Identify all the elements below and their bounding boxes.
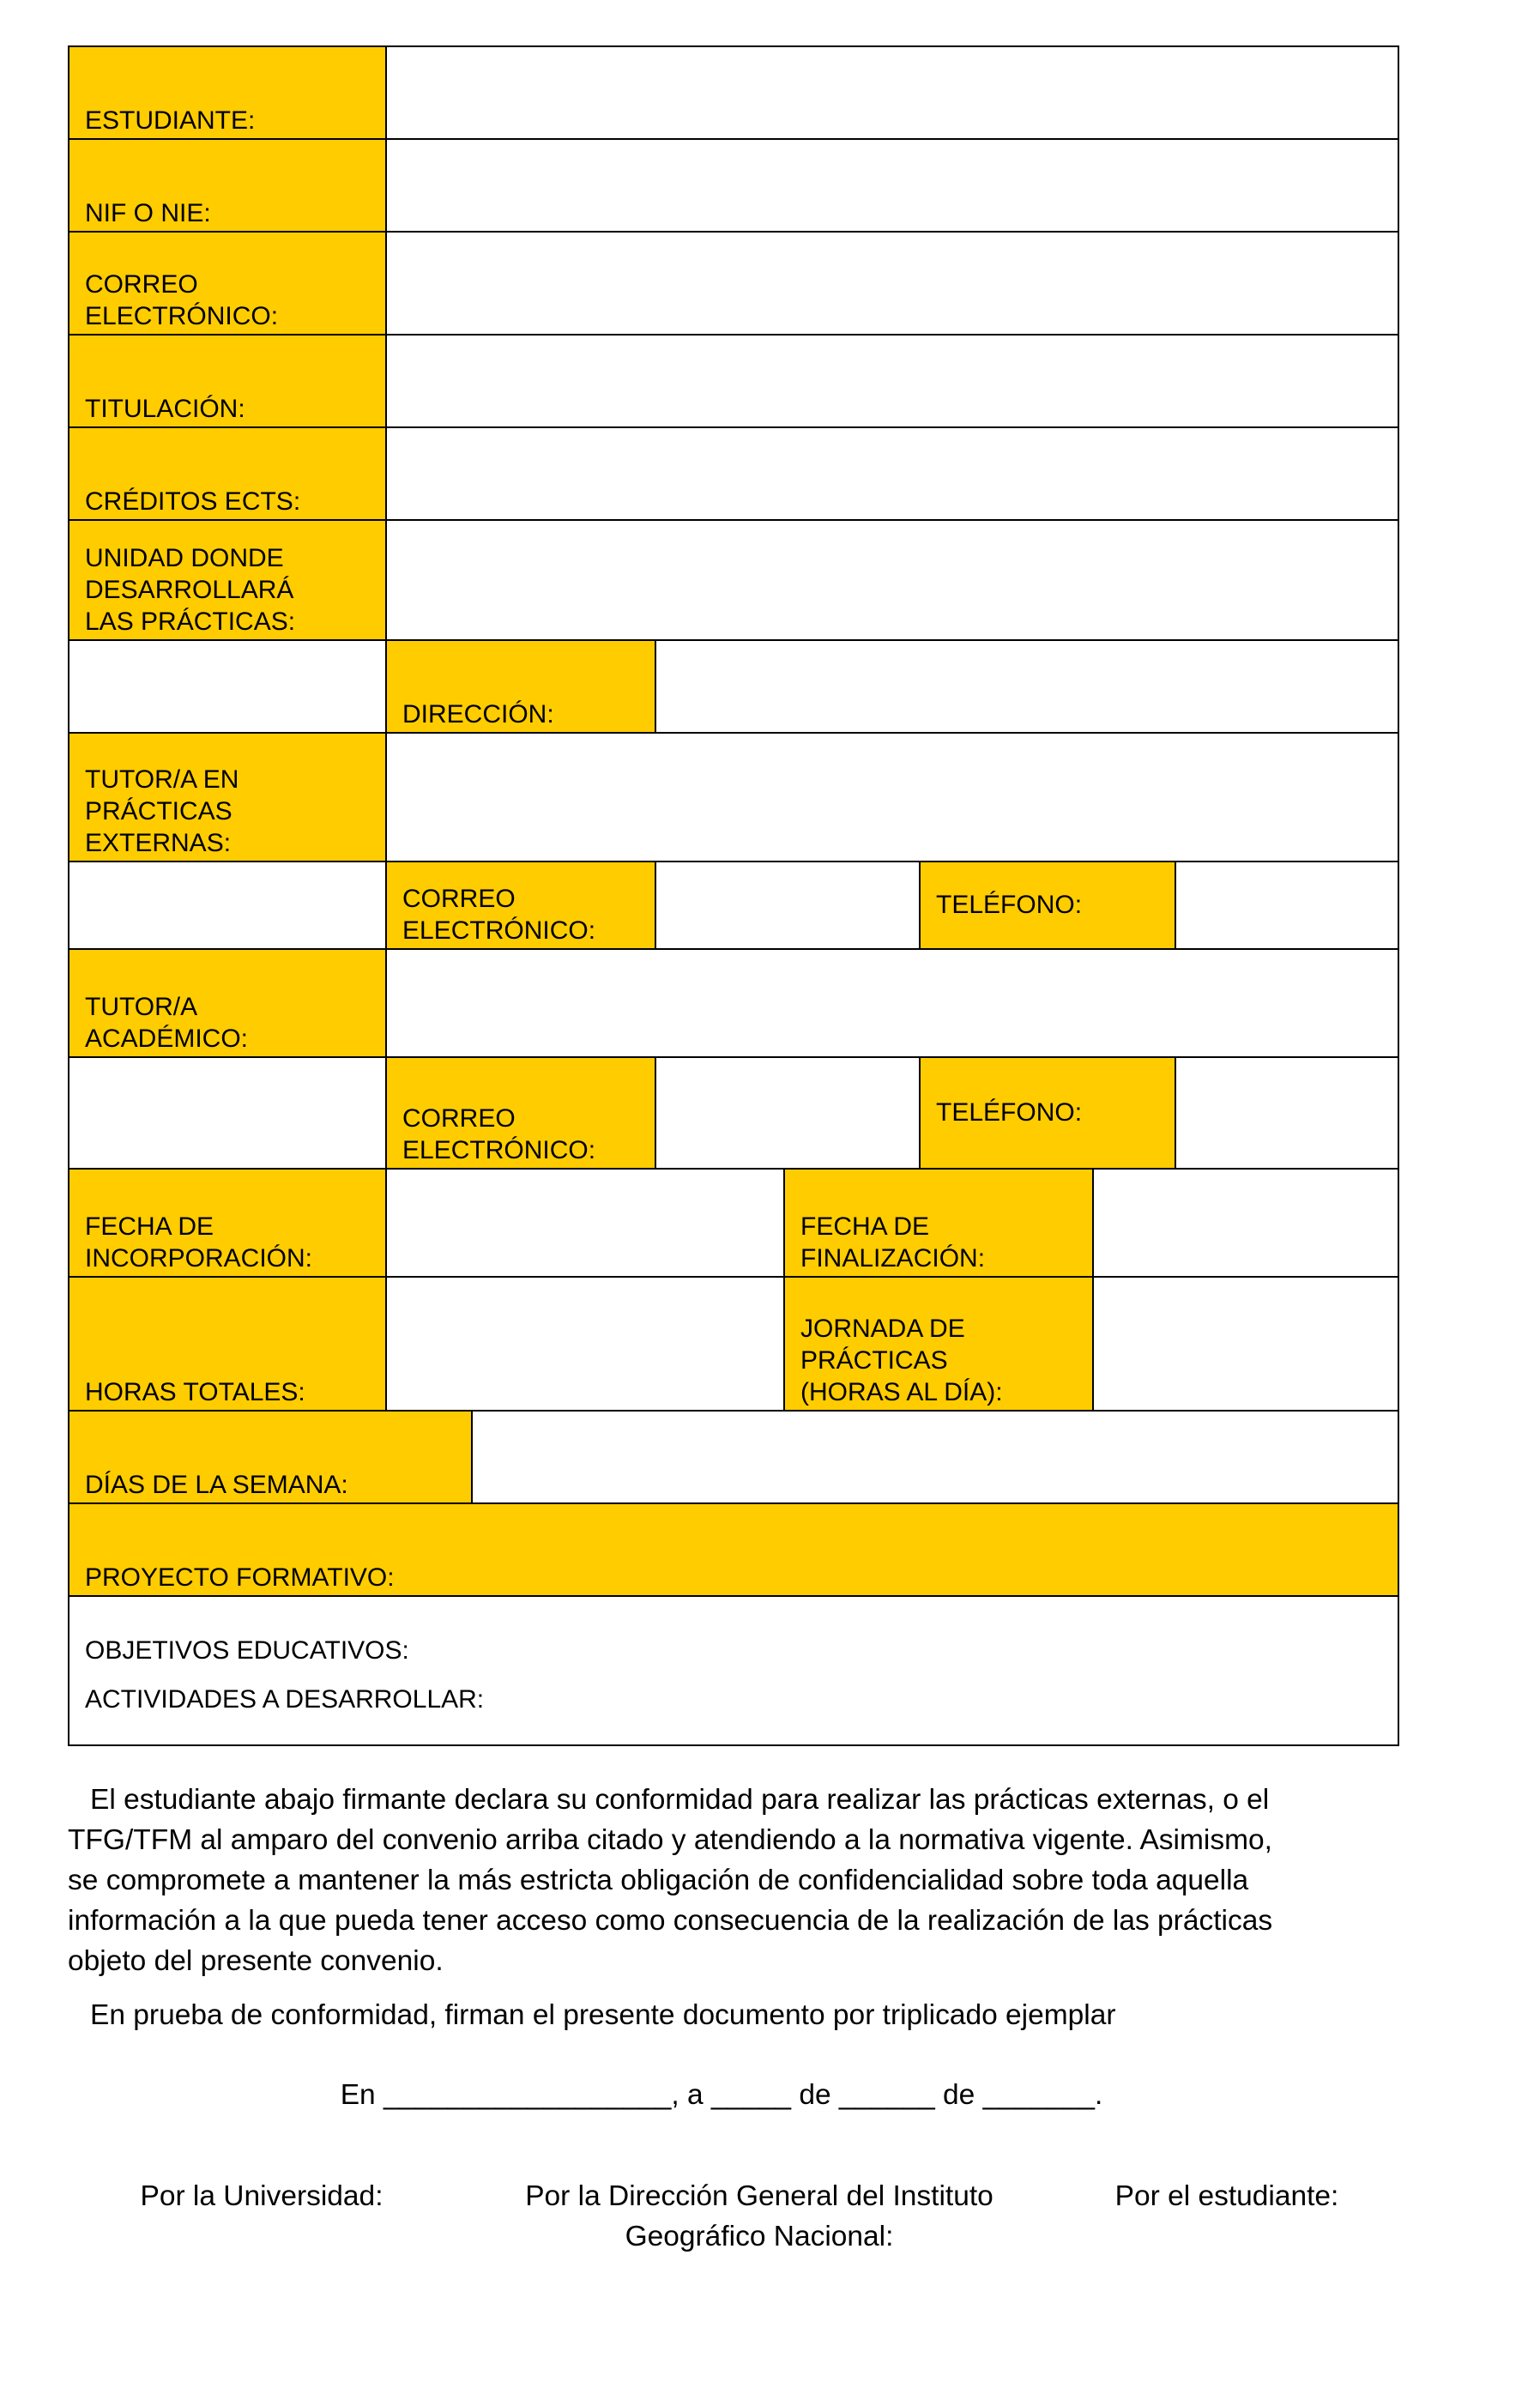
external-tutor-email-label: CORREO ELECTRÓNICO: (385, 861, 656, 950)
academic-tutor-phone-label: TELÉFONO: (919, 1056, 1176, 1170)
unit-label: UNIDAD DONDE DESARROLLARÁ LAS PRÁCTICAS: (68, 519, 387, 641)
activities-label: ACTIVIDADES A DESARROLLAR: (85, 1685, 485, 1714)
unit-field[interactable] (385, 519, 1399, 641)
academic-tutor-email-field[interactable] (655, 1056, 921, 1170)
address-spacer (68, 639, 387, 734)
end-date-field[interactable] (1092, 1168, 1399, 1278)
daily-hours-field[interactable] (1092, 1276, 1399, 1412)
objectives-activities-field[interactable] (68, 1595, 1399, 1746)
degree-field[interactable] (385, 334, 1399, 428)
student-field[interactable] (385, 45, 1399, 140)
address-field[interactable] (655, 639, 1399, 734)
external-tutor-label: TUTOR/A EN PRÁCTICAS EXTERNAS: (68, 732, 387, 862)
weekdays-field[interactable] (471, 1410, 1399, 1504)
email-label: CORREO ELECTRÓNICO: (68, 231, 387, 336)
start-date-label: FECHA DE INCORPORACIÓN: (68, 1168, 387, 1278)
academic-tutor-email-label: CORREO ELECTRÓNICO: (385, 1056, 656, 1170)
start-date-field[interactable] (385, 1168, 785, 1278)
academic-tutor-label: TUTOR/A ACADÉMICO: (68, 948, 387, 1058)
signature-university: Por la Universidad: (140, 2180, 383, 2212)
declaration-paragraph: El estudiante abajo firmante declara su conformidad para realizar las prácticas externas, o el TFG/TFM al amparo del convenio arriba citado y atendiendo a la normativa vigente. Asimismo, se compromete a mantener la más estricta obligación de confidencialidad sobre toda aquella información a la que pueda tener acceso como consecuencia de la realización de las prácticas objeto del presente convenio. (68, 1784, 1273, 1977)
external-tutor-field[interactable] (385, 732, 1399, 862)
total-hours-label: HORAS TOTALES: (68, 1276, 387, 1412)
degree-label: TITULACIÓN: (68, 334, 387, 428)
agreement-text: En prueba de conformidad, firman el presente documento por triplicado ejemplar (90, 1999, 1116, 2031)
objectives-label: OBJETIVOS EDUCATIVOS: (85, 1636, 409, 1665)
address-label: DIRECCIÓN: (385, 639, 656, 734)
external-tutor-phone-field[interactable] (1175, 861, 1399, 950)
external-tutor-email-field[interactable] (655, 861, 921, 950)
academic-tutor-phone-field[interactable] (1175, 1056, 1399, 1170)
nif-field[interactable] (385, 138, 1399, 233)
email-field[interactable] (385, 231, 1399, 336)
end-date-label: FECHA DE FINALIZACIÓN: (783, 1168, 1094, 1278)
student-label: ESTUDIANTE: (68, 45, 387, 140)
internship-form-table (68, 45, 1399, 1746)
external-tutor-contact-spacer (68, 861, 387, 950)
academic-tutor-field[interactable] (385, 948, 1399, 1058)
nif-label: NIF O NIE: (68, 138, 387, 233)
credits-field[interactable] (385, 426, 1399, 521)
total-hours-field[interactable] (385, 1276, 785, 1412)
weekdays-label: DÍAS DE LA SEMANA: (68, 1410, 473, 1504)
external-tutor-phone-label: TELÉFONO: (919, 861, 1176, 950)
signature-student: Por el estudiante: (1114, 2180, 1339, 2212)
academic-tutor-contact-spacer (68, 1056, 387, 1170)
place-date-line: En __________________, a _____ de ______ de _______. (340, 2079, 1103, 2111)
project-label: PROYECTO FORMATIVO: (68, 1502, 1399, 1597)
daily-hours-label: JORNADA DE PRÁCTICAS (HORAS AL DÍA): (783, 1276, 1094, 1412)
signature-ign: Por la Dirección General del Instituto Geográfico Nacional: (525, 2180, 993, 2252)
credits-label: CRÉDITOS ECTS: (68, 426, 387, 521)
